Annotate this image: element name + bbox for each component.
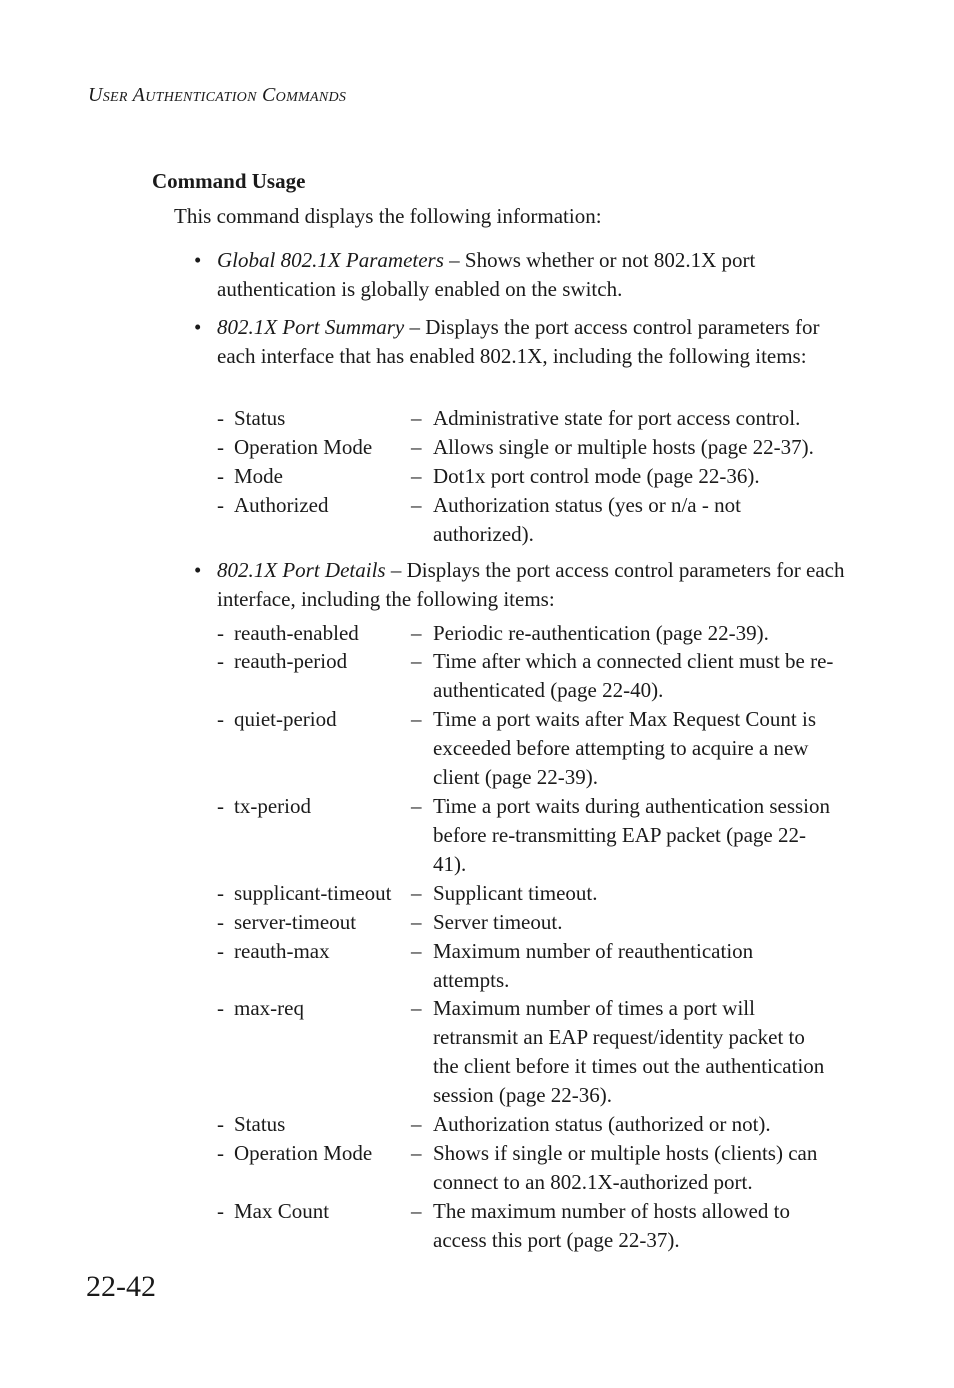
item-description: Maximum number of times a port will retransmit an EAP request/identity packet to the client before it times out the authentication session (page 22-36). — [433, 996, 825, 1107]
separator-mark: – — [411, 1199, 422, 1223]
bullet-port-summary — [194, 313, 847, 371]
separator-mark: – — [411, 435, 422, 459]
separator-mark: – — [411, 707, 422, 731]
bullet-text: – Displays the port access control parameters for each interface, including the following items: — [217, 558, 845, 611]
item-term: quiet-period — [234, 707, 337, 731]
separator-mark: – — [411, 493, 422, 517]
item-term: Operation Mode — [234, 1141, 373, 1165]
dash-mark: - — [217, 621, 224, 645]
item-description: Allows single or multiple hosts (page 22-37). — [433, 435, 814, 459]
item-term: reauth-period — [234, 649, 348, 673]
dash-mark: - — [217, 649, 224, 673]
page-number: 22-42 — [86, 1270, 156, 1303]
item-description: Shows if single or multiple hosts (clients) can connect to an 802.1X-authorized port. — [433, 1141, 818, 1194]
item-description: Supplicant timeout. — [433, 881, 598, 905]
intro-text: This command displays the following information: — [174, 204, 602, 228]
item-term: Mode — [234, 464, 283, 488]
item-term: Authorized — [234, 493, 329, 517]
separator-mark: – — [411, 1112, 422, 1136]
item-description: Time a port waits after Max Request Count is exceeded before attempting to acquire a new client (page 22-39). — [433, 707, 817, 789]
dash-mark: - — [217, 910, 224, 934]
dash-mark: - — [217, 464, 224, 488]
dash-mark: - — [217, 794, 224, 818]
bullet-text: – Shows whether or not 802.1X port authentication is globally enabled on the switch. — [217, 248, 756, 301]
separator-mark: – — [411, 939, 422, 963]
separator-mark: – — [411, 649, 422, 673]
item-description: Dot1x port control mode (page 22-36). — [433, 464, 760, 488]
item-description: Server timeout. — [433, 910, 563, 934]
bullet-icon: • — [194, 248, 202, 272]
item-description: Authorization status (authorized or not). — [433, 1112, 771, 1136]
item-term: reauth-enabled — [234, 621, 359, 645]
item-term: Operation Mode — [234, 435, 373, 459]
dash-mark: - — [217, 493, 224, 517]
item-term: Status — [234, 1112, 286, 1136]
running-header: User Authentication Commands — [88, 84, 347, 106]
item-description: Administrative state for port access control. — [433, 406, 801, 430]
dash-mark: - — [217, 1112, 224, 1136]
separator-mark: – — [411, 794, 422, 818]
bullet-text: – Displays the port access control parameters for each interface that has enabled 802.1X, including the following items: — [217, 315, 820, 368]
item-term: Status — [234, 406, 286, 430]
item-description: The maximum number of hosts allowed to access this port (page 22-37). — [433, 1199, 790, 1252]
item-term: max-req — [234, 996, 304, 1020]
dash-mark: - — [217, 881, 224, 905]
dash-mark: - — [217, 996, 224, 1020]
item-term: Max Count — [234, 1199, 330, 1223]
item-description: Time after which a connected client must be re-authenticated (page 22-40). — [433, 649, 834, 702]
dash-mark: - — [217, 435, 224, 459]
bullet-title: 802.1X Port Details — [217, 558, 386, 582]
item-description: Authorization status (yes or n/a - not authorized). — [433, 493, 741, 546]
dash-mark: - — [217, 707, 224, 731]
separator-mark: – — [411, 464, 422, 488]
dash-mark: - — [217, 1141, 224, 1165]
section-heading: Command Usage — [152, 169, 306, 193]
bullet-title: 802.1X Port Summary — [217, 315, 405, 339]
separator-mark: – — [411, 1141, 422, 1165]
item-description: Periodic re-authentication (page 22-39). — [433, 621, 769, 645]
separator-mark: – — [411, 621, 422, 645]
separator-mark: – — [411, 881, 422, 905]
bullet-port-details — [194, 556, 847, 614]
separator-mark: – — [411, 996, 422, 1020]
item-term: server-timeout — [234, 910, 357, 934]
item-description: Maximum number of reauthentication attempts. — [433, 939, 754, 992]
item-term: supplicant-timeout — [234, 881, 392, 905]
bullet-title: Global 802.1X Parameters — [217, 248, 444, 272]
separator-mark: – — [411, 406, 422, 430]
item-term: reauth-max — [234, 939, 330, 963]
item-description: Time a port waits during authentication session before re-transmitting EAP packet (page 22-41). — [433, 794, 831, 876]
bullet-icon: • — [194, 558, 202, 582]
bullet-global-parameters — [194, 246, 847, 304]
separator-mark: – — [411, 910, 422, 934]
dash-mark: - — [217, 406, 224, 430]
bullet-icon: • — [194, 315, 202, 339]
dash-mark: - — [217, 1199, 224, 1223]
item-term: tx-period — [234, 794, 311, 818]
dash-mark: - — [217, 939, 224, 963]
